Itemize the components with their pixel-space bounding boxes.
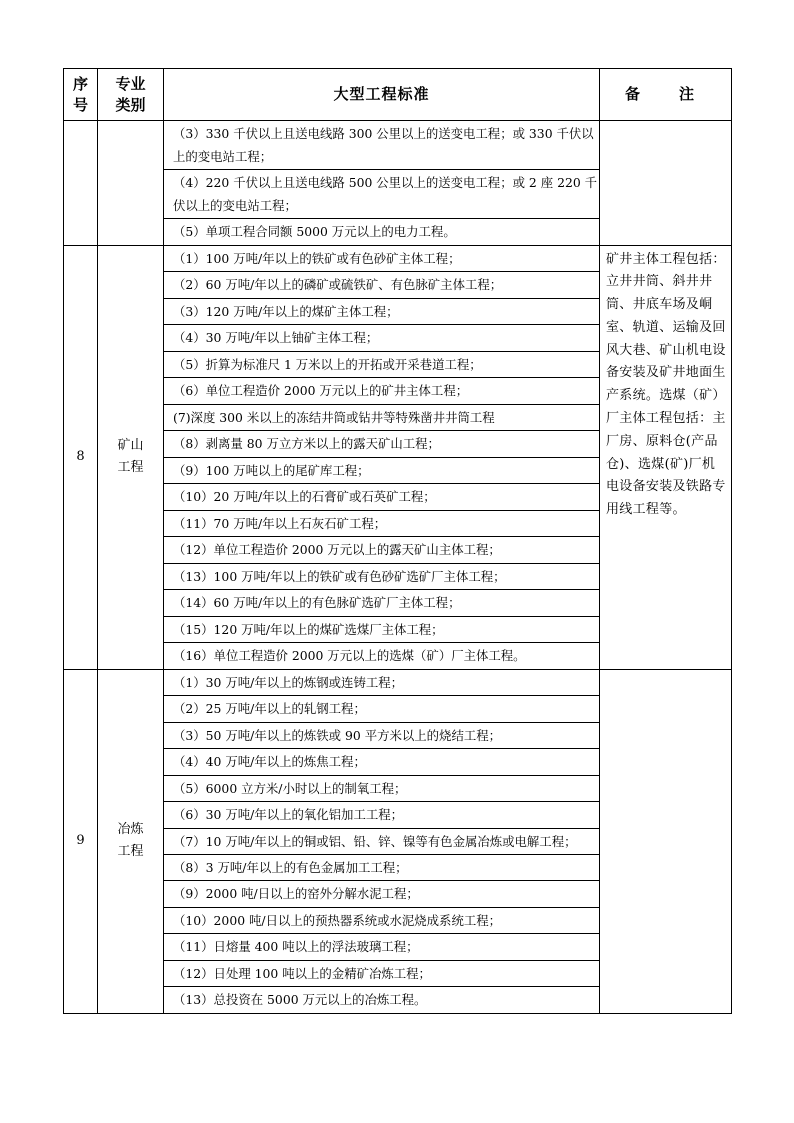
standard-item: （10）20 万吨/年以上的石膏矿或石英矿工程； bbox=[164, 484, 599, 511]
standard-item: （12）日处理 100 吨以上的金精矿冶炼工程； bbox=[164, 961, 599, 988]
section-row-power-continued bbox=[64, 121, 732, 246]
section-row-smelting bbox=[64, 669, 732, 1013]
header-standard: 大型工程标准 bbox=[164, 69, 600, 121]
standard-item: （16）单位工程造价 2000 万元以上的选煤（矿）厂主体工程。 bbox=[173, 648, 526, 663]
section-standards bbox=[164, 669, 600, 1013]
standard-item: （3）50 万吨/年以上的炼铁或 90 平方米以上的烧结工程； bbox=[164, 723, 599, 750]
section-category bbox=[98, 121, 164, 246]
standard-item: （8）3 万吨/年以上的有色金属加工工程； bbox=[164, 855, 599, 882]
standard-item: （10）2000 吨/日以上的预热器系统或水泥烧成系统工程； bbox=[164, 908, 599, 935]
standard-item: （4）220 千伏以上且送电线路 500 公里以上的送变电工程；或 2 座 220 千伏以上的变电站工程； bbox=[164, 170, 599, 219]
section-number bbox=[64, 121, 98, 246]
standards-table bbox=[63, 68, 732, 1014]
standard-item: （7）10 万吨/年以上的铜或铝、铅、锌、镍等有色金属冶炼或电解工程； bbox=[164, 829, 599, 855]
section-note bbox=[600, 121, 732, 246]
header-row bbox=[64, 69, 732, 121]
standard-item: （5）折算为标准尺 1 万米以上的开拓或开采巷道工程； bbox=[164, 352, 599, 379]
standard-item: (7)深度 300 米以上的冻结井筒或钻井等特殊凿井井筒工程 bbox=[164, 405, 599, 432]
section-number: 9 bbox=[64, 669, 98, 1013]
standard-item: （8）剥离量 80 万立方米以上的露天矿山工程； bbox=[164, 431, 599, 458]
standard-item: （1）100 万吨/年以上的铁矿或有色砂矿主体工程； bbox=[164, 246, 599, 273]
standard-item: （11）日熔量 400 吨以上的浮法玻璃工程； bbox=[164, 934, 599, 961]
standard-item: （2）25 万吨/年以上的轧钢工程； bbox=[164, 696, 599, 723]
standard-item: （5）6000 立方米/小时以上的制氧工程； bbox=[164, 776, 599, 803]
standard-item: （4）40 万吨/年以上的炼焦工程； bbox=[164, 749, 599, 776]
header-note: 备 注 bbox=[600, 69, 732, 121]
section-category: 矿山工程 bbox=[98, 245, 164, 669]
standard-item: （14）60 万吨/年以上的有色脉矿选矿厂主体工程； bbox=[164, 590, 599, 617]
section-row-mining bbox=[64, 245, 732, 669]
section-standards bbox=[164, 245, 600, 669]
standard-item: （15）120 万吨/年以上的煤矿选煤厂主体工程； bbox=[164, 617, 599, 644]
standard-item: （4）30 万吨/年以上铀矿主体工程； bbox=[164, 325, 599, 352]
standard-item: （3）120 万吨/年以上的煤矿主体工程； bbox=[164, 299, 599, 326]
section-category: 冶炼工程 bbox=[98, 669, 164, 1013]
section-note: 矿井主体工程包括：立井井筒、斜井井筒、井底车场及峒室、轨道、运输及回风大巷、矿山机电设备安装及矿井地面生产系统。选煤（矿）厂主体工程包括：主厂房、原料仓(产品仓)、选煤(矿)厂机电设备安装及铁路专用线工程等。 bbox=[600, 245, 732, 669]
standard-item: （13）总投资在 5000 万元以上的冶炼工程。 bbox=[173, 992, 427, 1007]
standard-item: （1）30 万吨/年以上的炼钢或连铸工程； bbox=[164, 670, 599, 697]
section-number: 8 bbox=[64, 245, 98, 669]
standard-item: （12）单位工程造价 2000 万元以上的露天矿山主体工程； bbox=[164, 537, 599, 564]
standard-item: （2）60 万吨/年以上的磷矿或硫铁矿、有色脉矿主体工程； bbox=[164, 272, 599, 299]
standard-item: （6）30 万吨/年以上的氧化铝加工工程； bbox=[164, 802, 599, 829]
section-standards bbox=[164, 121, 600, 246]
standard-item: （13）100 万吨/年以上的铁矿或有色砂矿选矿厂主体工程； bbox=[164, 564, 599, 591]
standard-item: （9）2000 吨/日以上的窑外分解水泥工程； bbox=[164, 881, 599, 908]
standard-item: （5）单项工程合同额 5000 万元以上的电力工程。 bbox=[173, 224, 456, 239]
section-note bbox=[600, 669, 732, 1013]
header-seq: 序号 bbox=[64, 69, 98, 121]
standard-item: （3）330 千伏以上且送电线路 300 公里以上的送变电工程；或 330 千伏以上的变电站工程； bbox=[164, 121, 599, 170]
header-category: 专业类别 bbox=[98, 69, 164, 121]
standard-item: （11）70 万吨/年以上石灰石矿工程； bbox=[164, 511, 599, 538]
standard-item: （6）单位工程造价 2000 万元以上的矿井主体工程； bbox=[164, 378, 599, 405]
standard-item: （9）100 万吨以上的尾矿库工程； bbox=[164, 458, 599, 485]
